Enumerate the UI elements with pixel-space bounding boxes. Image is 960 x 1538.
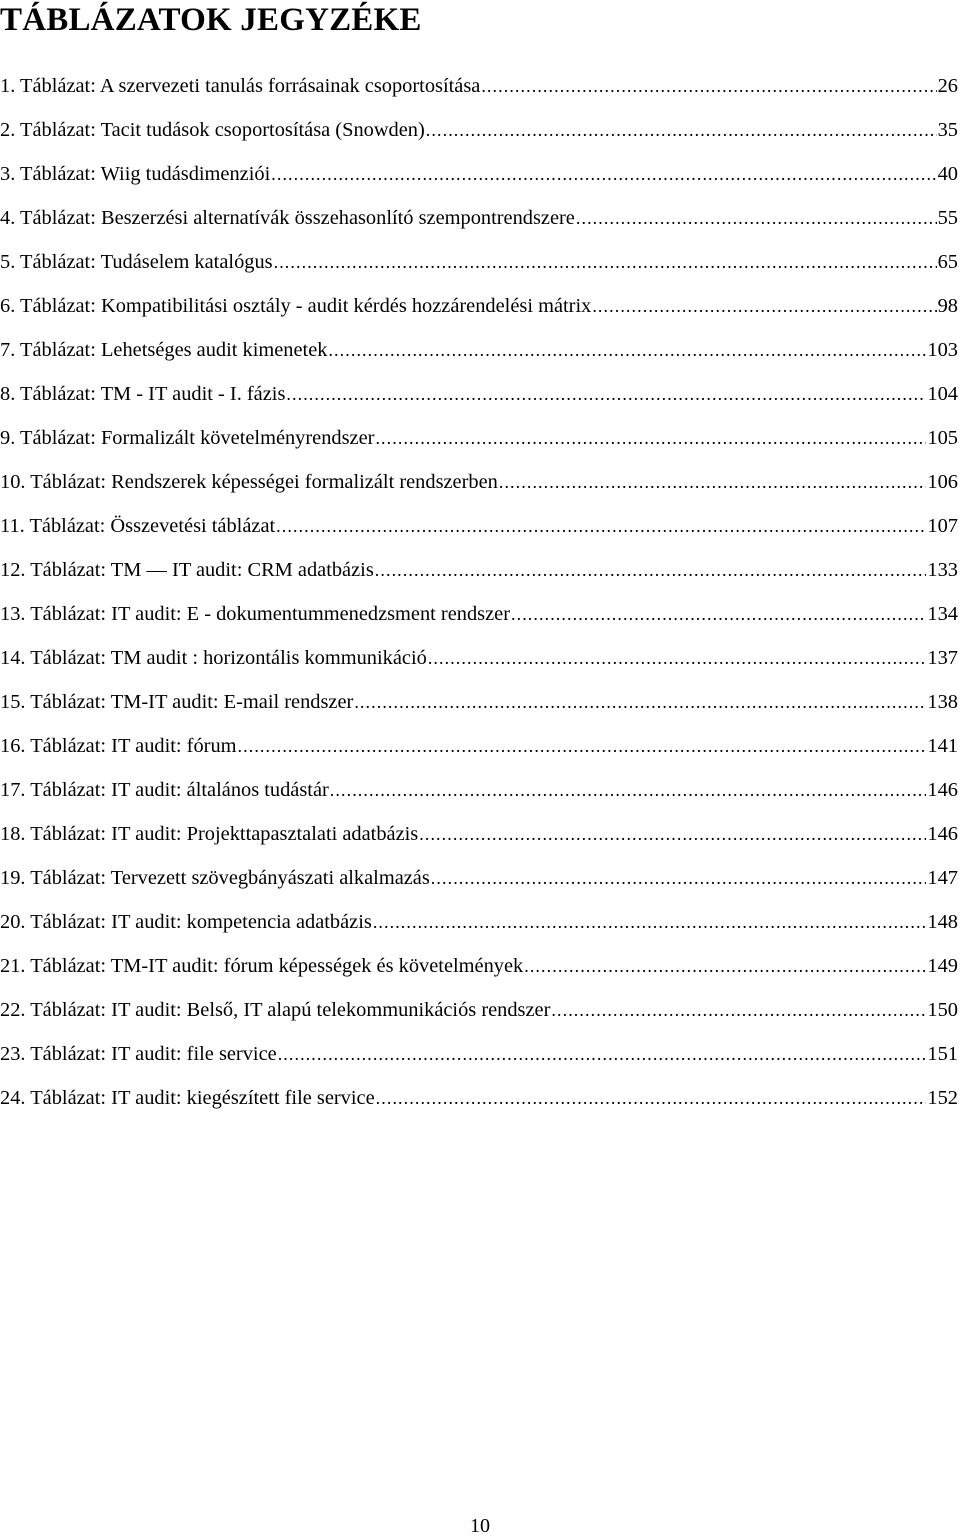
- dot-leader: [373, 900, 927, 944]
- toc-entry-page: 26: [937, 75, 958, 97]
- toc-entry-page: 138: [927, 691, 958, 713]
- toc-entry[interactable]: [0, 680, 960, 724]
- toc-entry-page: 105: [927, 427, 958, 449]
- toc-entry[interactable]: [0, 812, 960, 856]
- toc-entry-label: 9. Táblázat: Formalizált követelményrendszer: [0, 427, 375, 449]
- dot-leader: [238, 724, 927, 768]
- toc-entry-label: 17. Táblázat: IT audit: általános tudástár: [0, 779, 329, 801]
- toc-entry-page: 147: [927, 867, 958, 889]
- toc-entry-label: 21. Táblázat: TM-IT audit: fórum képességek és követelmények: [0, 955, 524, 977]
- dot-leader: [551, 988, 926, 1032]
- toc-entry[interactable]: [0, 284, 960, 328]
- dot-leader: [419, 812, 926, 856]
- toc-entry-label: 3. Táblázat: Wiig tudásdimenziói: [0, 163, 271, 185]
- toc-entry-page: 146: [927, 779, 958, 801]
- toc-entry[interactable]: [0, 900, 960, 944]
- table-of-tables: [0, 64, 960, 1120]
- dot-leader: [354, 680, 926, 724]
- toc-entry-page: 150: [927, 999, 958, 1021]
- toc-entry[interactable]: [0, 504, 960, 548]
- toc-entry-label: 14. Táblázat: TM audit : horizontális kommunikáció: [0, 647, 427, 669]
- toc-entry-page: 151: [927, 1043, 958, 1065]
- toc-entry[interactable]: [0, 196, 960, 240]
- toc-entry-label: 22. Táblázat: IT audit: Belső, IT alapú telekommunikációs rendszer: [0, 999, 551, 1021]
- toc-entry[interactable]: [0, 1076, 960, 1120]
- toc-entry-label: 8. Táblázat: TM - IT audit - I. fázis: [0, 383, 286, 405]
- dot-leader: [499, 460, 927, 504]
- toc-entry-label: 23. Táblázat: IT audit: file service: [0, 1043, 277, 1065]
- dot-leader: [576, 196, 937, 240]
- toc-entry[interactable]: [0, 548, 960, 592]
- toc-entry[interactable]: [0, 988, 960, 1032]
- toc-entry-page: 107: [927, 515, 958, 537]
- toc-entry-label: 16. Táblázat: IT audit: fórum: [0, 735, 237, 757]
- toc-entry-page: 137: [927, 647, 958, 669]
- page-number: 10: [470, 1515, 490, 1537]
- toc-entry-page: 134: [927, 603, 958, 625]
- dot-leader: [278, 1032, 927, 1076]
- toc-entry[interactable]: [0, 856, 960, 900]
- toc-entry-page: 141: [927, 735, 958, 757]
- dot-leader: [286, 372, 926, 416]
- dot-leader: [511, 592, 926, 636]
- toc-entry[interactable]: [0, 636, 960, 680]
- toc-entry-label: 4. Táblázat: Beszerzési alternatívák összehasonlító szempontrendszere: [0, 207, 575, 229]
- toc-entry-page: 152: [927, 1087, 958, 1109]
- toc-entry[interactable]: [0, 592, 960, 636]
- dot-leader: [426, 108, 937, 152]
- dot-leader: [592, 284, 936, 328]
- toc-entry[interactable]: [0, 416, 960, 460]
- toc-entry-label: 12. Táblázat: TM — IT audit: CRM adatbázis: [0, 559, 374, 581]
- toc-entry-label: 6. Táblázat: Kompatibilitási osztály - audit kérdés hozzárendelési mátrix: [0, 295, 592, 317]
- toc-entry-label: 7. Táblázat: Lehetséges audit kimenetek: [0, 339, 328, 361]
- toc-entry-page: 55: [937, 207, 958, 229]
- toc-entry-page: 106: [927, 471, 958, 493]
- page-title: TÁBLÁZATOK JEGYZÉKE: [0, 2, 422, 38]
- toc-entry[interactable]: [0, 152, 960, 196]
- dot-leader: [375, 548, 927, 592]
- toc-entry-page: 148: [927, 911, 958, 933]
- dot-leader: [271, 152, 936, 196]
- toc-entry[interactable]: [0, 724, 960, 768]
- toc-entry-label: 1. Táblázat: A szervezeti tanulás forrásainak csoportosítása: [0, 75, 481, 97]
- dot-leader: [375, 416, 926, 460]
- dot-leader: [428, 636, 927, 680]
- toc-entry[interactable]: [0, 328, 960, 372]
- toc-entry-page: 40: [937, 163, 958, 185]
- toc-entry-label: 13. Táblázat: IT audit: E - dokumentummenedzsment rendszer: [0, 603, 510, 625]
- toc-entry-page: 104: [927, 383, 958, 405]
- dot-leader: [431, 856, 927, 900]
- dot-leader: [481, 64, 936, 108]
- toc-entry-page: 149: [927, 955, 958, 977]
- toc-entry[interactable]: [0, 944, 960, 988]
- dot-leader: [330, 768, 927, 812]
- toc-entry-label: 15. Táblázat: TM-IT audit: E-mail rendszer: [0, 691, 354, 713]
- toc-entry[interactable]: [0, 1032, 960, 1076]
- toc-entry[interactable]: [0, 108, 960, 152]
- toc-entry-page: 98: [937, 295, 958, 317]
- toc-entry-page: 103: [927, 339, 958, 361]
- toc-entry[interactable]: [0, 64, 960, 108]
- toc-entry-page: 35: [937, 119, 958, 141]
- toc-entry-label: 24. Táblázat: IT audit: kiegészített file service: [0, 1087, 375, 1109]
- toc-entry-label: 11. Táblázat: Összevetési táblázat: [0, 515, 276, 537]
- toc-entry-page: 65: [937, 251, 958, 273]
- toc-entry-label: 18. Táblázat: IT audit: Projekttapasztalati adatbázis: [0, 823, 419, 845]
- dot-leader: [274, 240, 937, 284]
- toc-entry[interactable]: [0, 372, 960, 416]
- dot-leader: [524, 944, 926, 988]
- toc-entry-label: 19. Táblázat: Tervezett szövegbányászati alkalmazás: [0, 867, 430, 889]
- toc-entry-label: 2. Táblázat: Tacit tudások csoportosítása (Snowden): [0, 119, 425, 141]
- toc-entry-page: 146: [927, 823, 958, 845]
- dot-leader: [376, 1076, 927, 1120]
- toc-entry-label: 10. Táblázat: Rendszerek képességei formalizált rendszerben: [0, 471, 498, 493]
- toc-entry-page: 133: [927, 559, 958, 581]
- dot-leader: [276, 504, 926, 548]
- toc-entry[interactable]: [0, 768, 960, 812]
- toc-entry[interactable]: [0, 240, 960, 284]
- toc-entry-label: 5. Táblázat: Tudáselem katalógus: [0, 251, 273, 273]
- dot-leader: [328, 328, 926, 372]
- toc-entry-label: 20. Táblázat: IT audit: kompetencia adatbázis: [0, 911, 372, 933]
- toc-entry[interactable]: [0, 460, 960, 504]
